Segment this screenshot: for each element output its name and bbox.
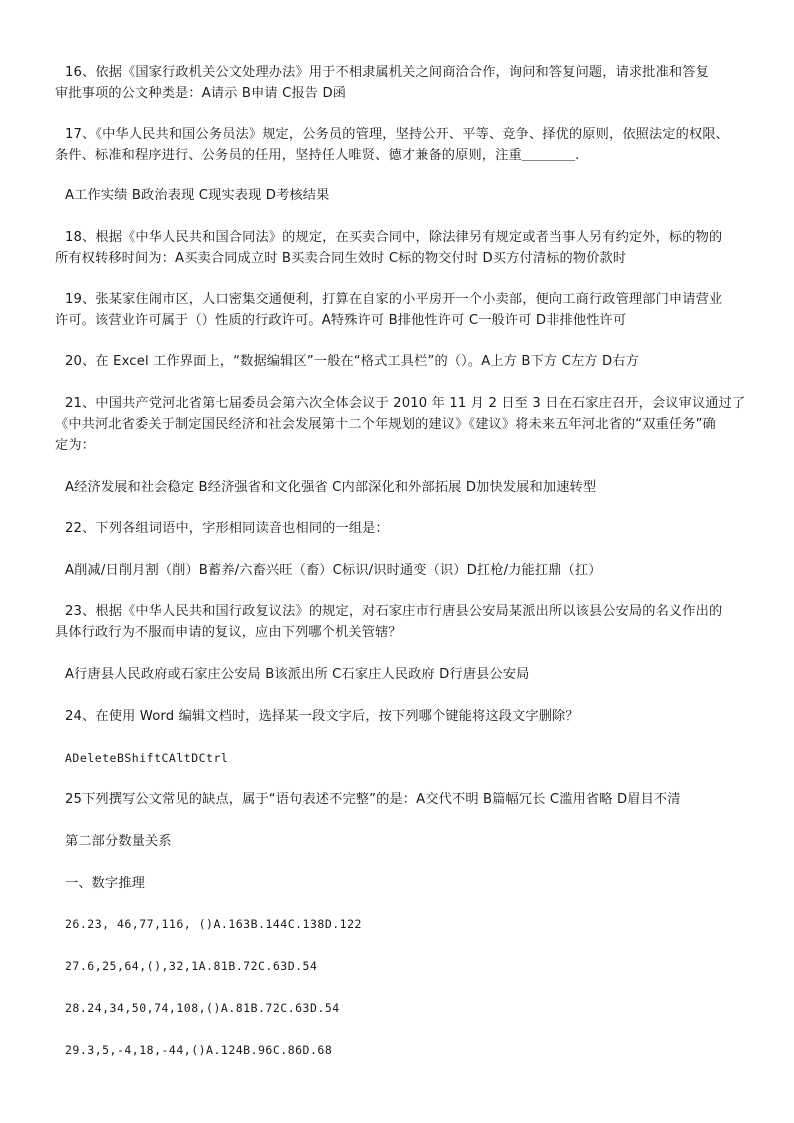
question-18 [55, 227, 760, 269]
question-21-line-2: 《中共河北省委关于制定国民经济和社会发展第十二个年规划的建议》《建议》将未来五年河北省的“双重任务”确 [55, 417, 716, 432]
question-16 [55, 62, 760, 104]
question-22 [65, 518, 760, 539]
question-20-line-1: 20、在 Excel 工作界面上，“数据编辑区”一般在“格式工具栏”的（）。A上方 B下方 C左方 D右方 [65, 354, 639, 369]
question-21-line-1: 21、中国共产党河北省第七届委员会第六次全体会议于 2010 年 11 月 2 日至 3 日在石家庄召开，会议审议通过了 [65, 396, 746, 411]
question-23-line-1: 23、根据《中华人民共和国行政复议法》的规定，对石家庄市行唐县公安局某派出所以该县公安局的名义作出的 [65, 604, 723, 619]
question-29: 29.3,5,-4,18,-44,()A.124B.96C.86D.68 [65, 1043, 333, 1057]
question-19-line-1: 19、张某家住闹市区，人口密集交通便利，打算在自家的小平房开一个小卖部，便向工商行政管理部门申请营业 [65, 292, 723, 307]
question-23-line-2: 具体行政行为不服而申请的复议，应由下列哪个机关管辖？ [55, 625, 402, 640]
question-21-options: A经济发展和社会稳定 B经济强省和文化强省 C内部深化和外部拓展 D加快发展和加速转型 [65, 480, 597, 495]
question-22-options: A削减/日削月割（削）B蓄养/六畜兴旺（畜）C标识/识时通变（识）D扛枪/力能扛鼎（扛） [65, 563, 602, 578]
question-28: 28.24,34,50,74,108,()A.81B.72C.63D.54 [65, 1001, 340, 1015]
question-21 [55, 393, 760, 456]
question-16-line-2: 审批事项的公文种类是：A请示 B申请 C报告 D函 [55, 86, 347, 101]
question-16-line-1: 16、依据《国家行政机关公文处理办法》用于不相隶属机关之间商洽合作，询问和答复问题，请求批准和答复 [65, 65, 709, 80]
question-17-line-1: 17、《中华人民共和国公务员法》规定，公务员的管理，坚持公开、平等、竞争、择优的原则，依照法定的权限、 [65, 127, 730, 142]
part-title: 第二部分数量关系 [65, 834, 172, 849]
question-23 [55, 601, 760, 643]
question-25-line-1: 25下列撰写公文常见的缺点，属于“语句表述不完整”的是：A交代不明 B篇幅冗长 C滥用省略 D眉目不清 [65, 792, 681, 807]
question-18-line-2: 所有权转移时间为：A买卖合同成立时 B买卖合同生效时 C标的物交付时 D买方付清标的物价款时 [55, 251, 627, 266]
question-27: 27.6,25,64,(),32,1A.81B.72C.63D.54 [65, 959, 318, 973]
question-20 [65, 351, 760, 372]
question-22-line-1: 22、下列各组词语中，字形相同读音也相同的一组是： [65, 521, 389, 536]
question-17 [55, 124, 760, 166]
question-17-options: A工作实绩 B政治表现 C现实表现 D考核结果 [65, 188, 330, 203]
question-19 [55, 289, 760, 331]
question-24 [65, 706, 760, 727]
question-19-line-2: 许可。该营业许可属于（）性质的行政许可。A特殊许可 B排他性许可 C一般许可 D非排他性许可 [55, 313, 627, 328]
question-25 [65, 789, 760, 810]
question-18-line-1: 18、根据《中华人民共和国合同法》的规定，在买卖合同中，除法律另有规定或者当事人另有约定外，标的物的 [65, 230, 723, 245]
question-23-options: A行唐县人民政府或石家庄公安局 B该派出所 C石家庄人民政府 D行唐县公安局 [65, 667, 530, 682]
question-26: 26.23, 46,77,116, ()A.163B.144C.138D.122 [65, 917, 362, 931]
question-24-line-1: 24、在使用 Word 编辑文档时，选择某一段文字后，按下列哪个键能将这段文字删除？ [65, 709, 579, 724]
question-21-line-3: 定为： [55, 438, 96, 453]
section-subtitle: 一、数字推理 [65, 876, 146, 891]
question-17-line-2: 条件、标准和程序进行、公务员的任用，坚持任人唯贤、德才兼备的原则，注重＿＿＿＿. [55, 148, 580, 163]
question-24-options: ADeleteBShiftCAltDCtrl [65, 751, 229, 765]
